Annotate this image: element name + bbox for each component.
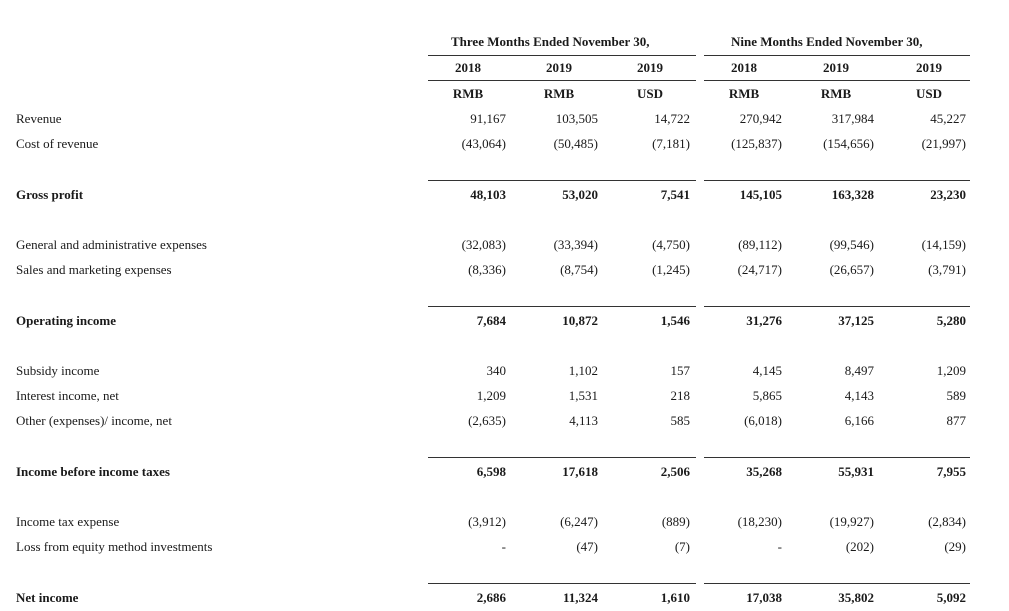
table-cell: -	[777, 539, 782, 554]
table-cell: 340	[486, 363, 506, 378]
year-header: 2019	[637, 60, 663, 75]
table-cell: 35,802	[838, 590, 874, 605]
table-cell: (202)	[845, 539, 874, 554]
table-cell: 5,280	[936, 313, 966, 328]
table-cell: (21,997)	[921, 136, 966, 151]
table-cell: 317,984	[831, 111, 874, 126]
table-cell: 877	[946, 413, 966, 428]
table-cell: (3,912)	[468, 514, 506, 529]
row-label-general-administrative: General and administrative expenses	[16, 237, 207, 252]
table-cell: 2,686	[476, 590, 506, 605]
table-cell: (26,657)	[829, 262, 874, 277]
row-label-equity-method-loss: Loss from equity method investments	[16, 539, 213, 554]
subtotal-rule	[428, 180, 696, 181]
row-label-operating-income: Operating income	[16, 313, 117, 328]
currency-header: USD	[915, 86, 942, 101]
table-cell: 23,230	[930, 187, 966, 202]
row-label-revenue: Revenue	[16, 111, 62, 126]
table-cell: (7,181)	[652, 136, 690, 151]
table-cell: 1,209	[476, 388, 506, 403]
currency-header: RMB	[543, 86, 575, 101]
table-cell: 4,143	[844, 388, 874, 403]
currency-header: RMB	[452, 86, 484, 101]
row-label-gross-profit: Gross profit	[16, 187, 84, 202]
row-label-cost-of-revenue: Cost of revenue	[16, 136, 99, 151]
group2-underline	[704, 55, 970, 56]
group-header-three-months: Three Months Ended November 30,	[451, 34, 650, 49]
row-label-subsidy-income: Subsidy income	[16, 363, 100, 378]
table-cell: 17,038	[746, 590, 782, 605]
table-cell: 6,166	[844, 413, 874, 428]
row-label-income-before-taxes: Income before income taxes	[16, 464, 170, 479]
table-cell: 37,125	[838, 313, 874, 328]
subtotal-rule	[428, 583, 696, 584]
table-cell: 48,103	[470, 187, 506, 202]
year-header: 2019	[916, 60, 942, 75]
table-cell: (47)	[576, 539, 598, 554]
table-cell: 589	[946, 388, 966, 403]
group-header-nine-months: Nine Months Ended November 30,	[731, 34, 923, 49]
table-cell: (50,485)	[553, 136, 598, 151]
table-cell: (889)	[661, 514, 690, 529]
table-cell: 91,167	[470, 111, 506, 126]
subtotal-rule	[704, 180, 970, 181]
table-cell: 103,505	[555, 111, 598, 126]
table-cell: 157	[670, 363, 690, 378]
table-cell: (2,635)	[468, 413, 506, 428]
table-cell: 270,942	[739, 111, 782, 126]
table-cell: (2,834)	[928, 514, 966, 529]
table-cell: 1,531	[568, 388, 598, 403]
subtotal-rule	[704, 457, 970, 458]
table-cell: 5,092	[936, 590, 966, 605]
currency-header: RMB	[820, 86, 852, 101]
table-cell: 31,276	[746, 313, 782, 328]
table-cell: 17,618	[562, 464, 598, 479]
table-cell: (125,837)	[731, 136, 782, 151]
table-cell: (18,230)	[737, 514, 782, 529]
table-cell: (8,754)	[560, 262, 598, 277]
table-cell: 7,684	[476, 313, 506, 328]
subtotal-rule	[428, 457, 696, 458]
table-cell: 4,145	[752, 363, 782, 378]
table-cell: -	[501, 539, 506, 554]
table-cell: (89,112)	[738, 237, 782, 252]
group1-underline	[428, 55, 696, 56]
year-header: 2019	[823, 60, 849, 75]
table-cell: 1,610	[660, 590, 690, 605]
year-header: 2018	[455, 60, 481, 75]
table-cell: (33,394)	[553, 237, 598, 252]
table-cell: (7)	[674, 539, 690, 554]
table-cell: 1,102	[568, 363, 598, 378]
table-cell: 2,506	[660, 464, 690, 479]
table-cell: 35,268	[746, 464, 782, 479]
table-cell: 55,931	[838, 464, 874, 479]
subtotal-rule	[428, 306, 696, 307]
table-cell: (4,750)	[652, 237, 690, 252]
table-cell: 53,020	[562, 187, 598, 202]
row-label-income-tax-expense: Income tax expense	[16, 514, 120, 529]
table-cell: (6,247)	[560, 514, 598, 529]
table-cell: (43,064)	[461, 136, 506, 151]
year-underline	[428, 80, 696, 81]
row-label-sales-marketing: Sales and marketing expenses	[16, 262, 172, 277]
table-cell: (154,656)	[823, 136, 874, 151]
table-cell: 585	[670, 413, 690, 428]
table-cell: (99,546)	[829, 237, 874, 252]
table-cell: (6,018)	[744, 413, 782, 428]
row-label-net-income: Net income	[16, 590, 79, 605]
table-cell: (1,245)	[652, 262, 690, 277]
table-cell: 4,113	[569, 413, 598, 428]
table-cell: (8,336)	[468, 262, 506, 277]
table-cell: (19,927)	[829, 514, 874, 529]
subtotal-rule	[704, 583, 970, 584]
table-cell: 11,324	[562, 590, 598, 605]
table-cell: (29)	[944, 539, 966, 554]
year-header: 2018	[731, 60, 757, 75]
table-cell: (3,791)	[928, 262, 966, 277]
table-cell: 45,227	[930, 111, 966, 126]
table-cell: 1,546	[660, 313, 690, 328]
table-cell: 7,541	[660, 187, 690, 202]
table-cell: 163,328	[831, 187, 874, 202]
table-cell: (24,717)	[737, 262, 782, 277]
row-label-interest-income: Interest income, net	[16, 388, 119, 403]
currency-header: USD	[636, 86, 663, 101]
currency-header: RMB	[728, 86, 760, 101]
table-cell: 218	[670, 388, 690, 403]
table-cell: 8,497	[844, 363, 874, 378]
table-cell: 14,722	[654, 111, 690, 126]
table-cell: 145,105	[739, 187, 782, 202]
table-cell: (14,159)	[921, 237, 966, 252]
table-cell: 6,598	[476, 464, 506, 479]
table-cell: 10,872	[562, 313, 598, 328]
year-header: 2019	[546, 60, 572, 75]
table-cell: 7,955	[936, 464, 966, 479]
table-cell: 5,865	[752, 388, 782, 403]
row-label-other-income: Other (expenses)/ income, net	[16, 413, 172, 428]
table-cell: (32,083)	[461, 237, 506, 252]
subtotal-rule	[704, 306, 970, 307]
table-cell: 1,209	[936, 363, 966, 378]
year-underline	[704, 80, 970, 81]
